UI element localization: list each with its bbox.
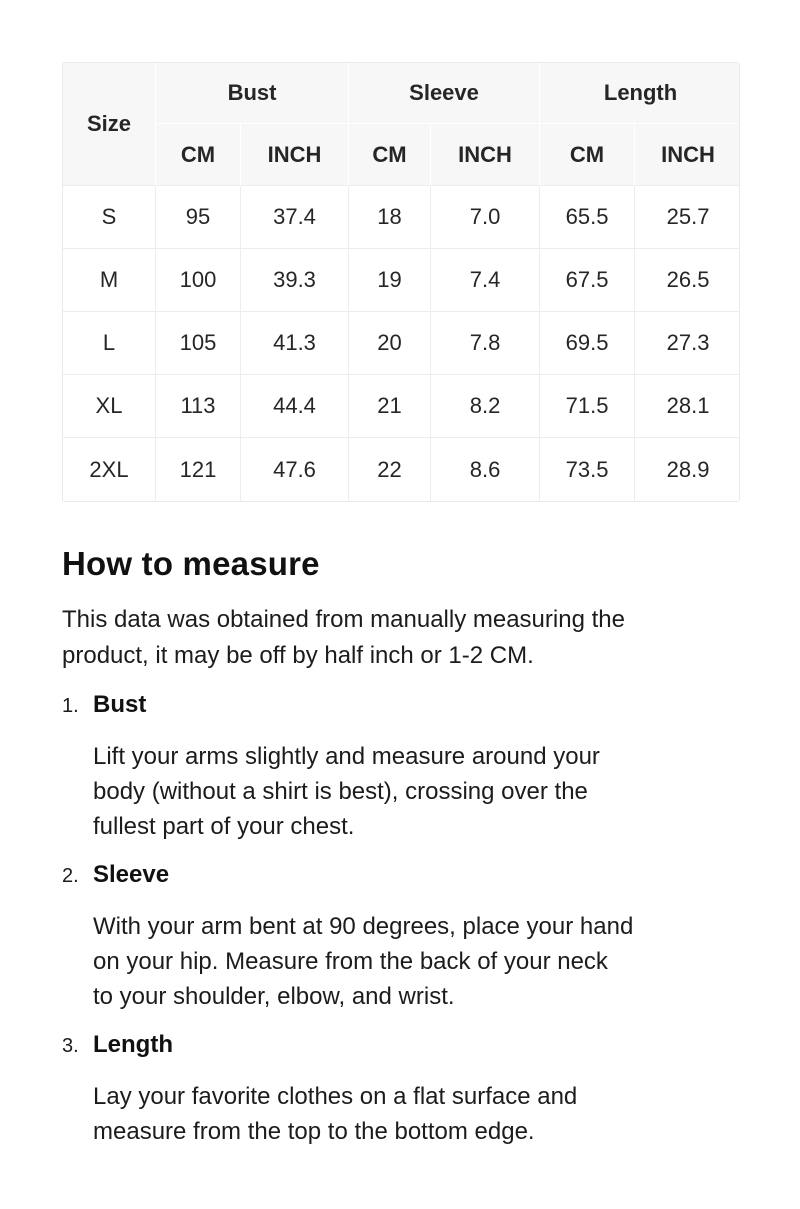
cell-size: S	[63, 186, 156, 249]
intro-line: This data was obtained from manually measuring the	[62, 606, 625, 633]
desc-line: on your hip. Measure from the back of your neck	[93, 948, 608, 975]
table-row-xl	[63, 375, 740, 438]
cell-sleeve-inch: 7.4	[431, 249, 540, 312]
cell-sleeve-cm: 18	[349, 186, 431, 249]
step-heading	[62, 690, 740, 723]
cell-bust-inch: 44.4	[241, 375, 349, 438]
desc-line: fullest part of your chest.	[93, 813, 355, 840]
header-length-cm: CM	[540, 124, 635, 186]
how-to-measure-intro	[62, 602, 740, 674]
step-number: 3.	[62, 1035, 79, 1057]
desc-line: With your arm bent at 90 degrees, place your hand	[93, 913, 634, 940]
cell-sleeve-cm: 19	[349, 249, 431, 312]
cell-sleeve-cm: 21	[349, 375, 431, 438]
cell-size: XL	[63, 375, 156, 438]
step-number: 2.	[62, 865, 79, 887]
size-chart-table	[62, 62, 740, 502]
desc-line: to your shoulder, elbow, and wrist.	[93, 983, 455, 1010]
cell-bust-cm: 113	[156, 375, 241, 438]
header-size: Size	[63, 63, 156, 186]
desc-line: Lay your favorite clothes on a flat surface and	[93, 1083, 578, 1110]
cell-sleeve-cm: 22	[349, 438, 431, 501]
cell-length-inch: 27.3	[635, 312, 740, 375]
header-sleeve-cm: CM	[349, 124, 431, 186]
cell-bust-inch: 41.3	[241, 312, 349, 375]
cell-sleeve-inch: 8.2	[431, 375, 540, 438]
step-bust	[62, 690, 740, 844]
cell-sleeve-inch: 8.6	[431, 438, 540, 501]
table-row-l	[63, 312, 740, 375]
step-heading	[62, 860, 740, 893]
cell-size: L	[63, 312, 156, 375]
step-title: Length	[93, 1031, 173, 1058]
table-header-unit-row	[63, 124, 740, 186]
table-row-s	[63, 186, 740, 249]
cell-size: 2XL	[63, 438, 156, 501]
header-sleeve-inch: INCH	[431, 124, 540, 186]
cell-bust-cm: 105	[156, 312, 241, 375]
header-length-inch: INCH	[635, 124, 740, 186]
how-to-measure-title: How to measure	[62, 545, 320, 582]
cell-length-inch: 25.7	[635, 186, 740, 249]
header-bust-cm: CM	[156, 124, 241, 186]
desc-line: body (without a shirt is best), crossing over the	[93, 778, 588, 805]
cell-bust-cm: 95	[156, 186, 241, 249]
cell-length-inch: 28.1	[635, 375, 740, 438]
intro-line: product, it may be off by half inch or 1-2 CM.	[62, 642, 534, 669]
step-title: Sleeve	[93, 861, 170, 888]
cell-sleeve-cm: 20	[349, 312, 431, 375]
cell-length-cm: 73.5	[540, 438, 635, 501]
desc-line: measure from the top to the bottom edge.	[93, 1118, 535, 1145]
cell-length-cm: 67.5	[540, 249, 635, 312]
cell-bust-inch: 39.3	[241, 249, 349, 312]
step-description	[93, 739, 740, 844]
cell-bust-cm: 100	[156, 249, 241, 312]
table-row-m	[63, 249, 740, 312]
step-number: 1.	[62, 695, 79, 717]
cell-bust-inch: 47.6	[241, 438, 349, 501]
measure-steps-list	[62, 690, 740, 1149]
cell-sleeve-inch: 7.0	[431, 186, 540, 249]
step-heading	[62, 1030, 740, 1063]
size-chart	[63, 63, 740, 501]
cell-bust-cm: 121	[156, 438, 241, 501]
header-sleeve: Sleeve	[349, 63, 540, 124]
cell-size: M	[63, 249, 156, 312]
header-bust-inch: INCH	[241, 124, 349, 186]
cell-length-cm: 71.5	[540, 375, 635, 438]
cell-length-cm: 65.5	[540, 186, 635, 249]
step-description	[93, 909, 740, 1014]
cell-length-cm: 69.5	[540, 312, 635, 375]
cell-length-inch: 26.5	[635, 249, 740, 312]
cell-bust-inch: 37.4	[241, 186, 349, 249]
step-description	[93, 1079, 740, 1149]
cell-sleeve-inch: 7.8	[431, 312, 540, 375]
cell-length-inch: 28.9	[635, 438, 740, 501]
table-row-2xl	[63, 438, 740, 501]
header-length: Length	[540, 63, 740, 124]
header-bust: Bust	[156, 63, 349, 124]
step-sleeve	[62, 860, 740, 1014]
step-title: Bust	[93, 691, 147, 718]
desc-line: Lift your arms slightly and measure around your	[93, 743, 600, 770]
table-header-group-row	[63, 63, 740, 124]
step-length	[62, 1030, 740, 1149]
